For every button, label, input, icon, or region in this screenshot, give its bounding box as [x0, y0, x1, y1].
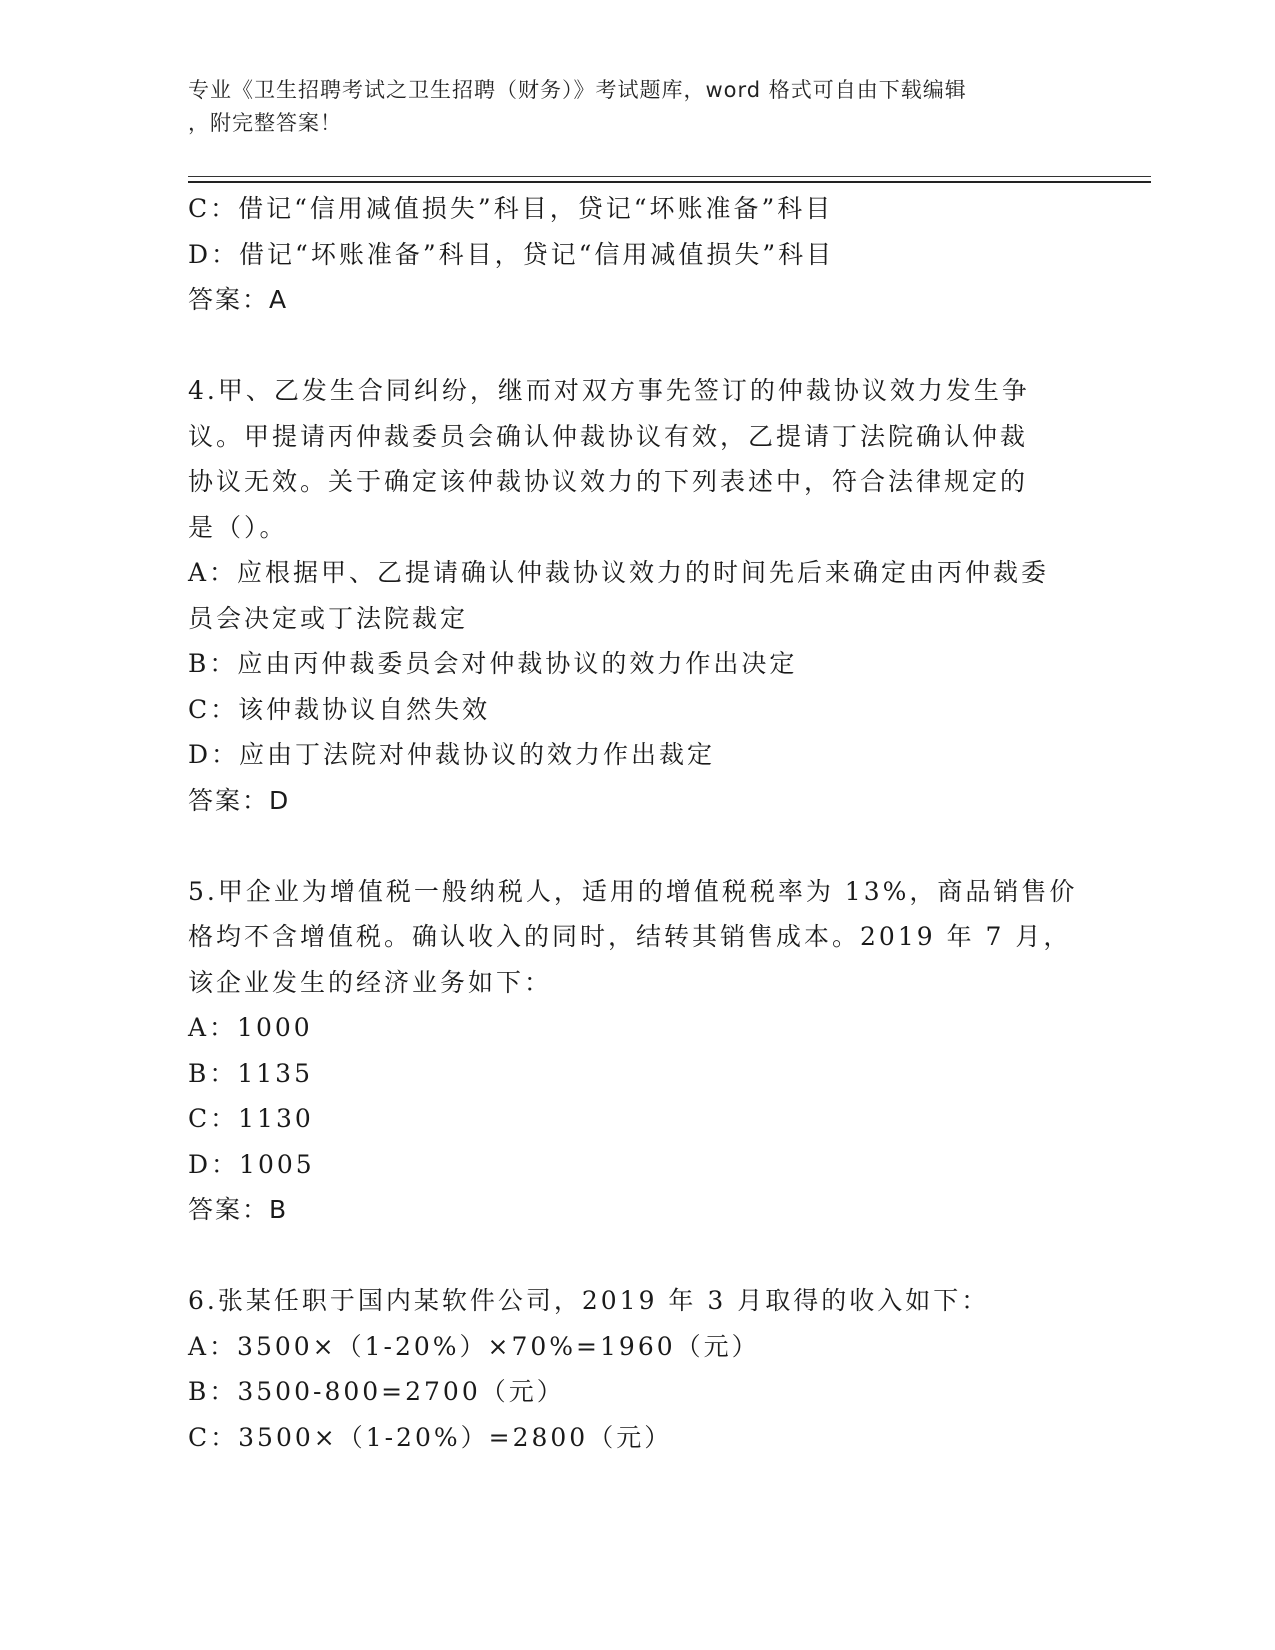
- header-divider-thick: [188, 181, 1151, 183]
- q4-option-a-line-2: 员会决定或丁法院裁定: [188, 603, 469, 633]
- q6-option-b: B：3500-800=2700（元）: [188, 1377, 565, 1406]
- spacer: [188, 823, 1088, 869]
- document-body: [188, 186, 1088, 1460]
- q5-answer: 答案：B: [188, 1195, 289, 1224]
- q5-option-c: C：1130: [188, 1104, 314, 1133]
- spacer: [188, 323, 1088, 369]
- q5-stem-line-2: 格均不含增值税。确认收入的同时，结转其销售成本。2019 年 7 月，: [188, 922, 1072, 951]
- q5-option-d: D：1005: [188, 1149, 315, 1179]
- q3-option-c: C：借记“信用减值损失”科目，贷记“坏账准备”科目: [188, 194, 834, 223]
- q6-option-c: C：3500×（1-20%）=2800（元）: [188, 1422, 673, 1452]
- q4-option-b: B：应由丙仲裁委员会对仲裁协议的效力作出决定: [188, 649, 798, 678]
- q5-stem-line-1: 5.甲企业为增值税一般纳税人，适用的增值税税率为 13%，商品销售价: [188, 876, 1078, 906]
- q3-answer: 答案：A: [188, 285, 289, 314]
- q5-stem-line-3: 该企业发生的经济业务如下：: [188, 967, 553, 997]
- q3-option-d: D：借记“坏账准备”科目，贷记“信用减值损失”科目: [188, 239, 835, 269]
- q4-option-d: D：应由丁法院对仲裁协议的效力作出裁定: [188, 740, 716, 769]
- question-4: [188, 368, 1088, 823]
- q4-answer: 答案：D: [188, 785, 291, 815]
- header-divider-thin: [188, 176, 1151, 177]
- header-line-2: ，附完整答案！: [188, 111, 342, 135]
- q4-stem-line-3: 协议无效。关于确定该仲裁协议效力的下列表述中，符合法律规定的: [188, 467, 1029, 496]
- q5-option-b: B：1135: [188, 1058, 313, 1088]
- q4-stem-line-2: 议。甲提请丙仲裁委员会确认仲裁协议有效，乙提请丁法院确认仲裁: [188, 421, 1029, 451]
- question-3-continued: [188, 186, 1088, 323]
- header-line-1: 专业《卫生招聘考试之卫生招聘（财务）》考试题库，word 格式可自由下载编辑: [188, 78, 967, 102]
- q4-stem-line-1: 4.甲、乙发生合同纠纷，继而对双方事先签订的仲裁协议效力发生争: [188, 376, 1030, 405]
- q6-option-a: A：3500×（1-20%）×70%=1960（元）: [188, 1331, 760, 1361]
- q5-option-a: A：1000: [188, 1013, 313, 1042]
- document-header: [188, 74, 1088, 140]
- question-5: [188, 869, 1088, 1233]
- spacer: [188, 1233, 1088, 1279]
- question-6: [188, 1278, 1088, 1460]
- q4-option-a-line-1: A：应根据甲、乙提请确认仲裁协议效力的时间先后来确定由丙仲裁委: [188, 558, 1050, 587]
- q6-stem-line-1: 6.张某任职于国内某软件公司，2019 年 3 月取得的收入如下：: [188, 1286, 990, 1315]
- q4-stem-line-4: 是（）。: [188, 512, 288, 542]
- q4-option-c: C：该仲裁协议自然失效: [188, 694, 491, 724]
